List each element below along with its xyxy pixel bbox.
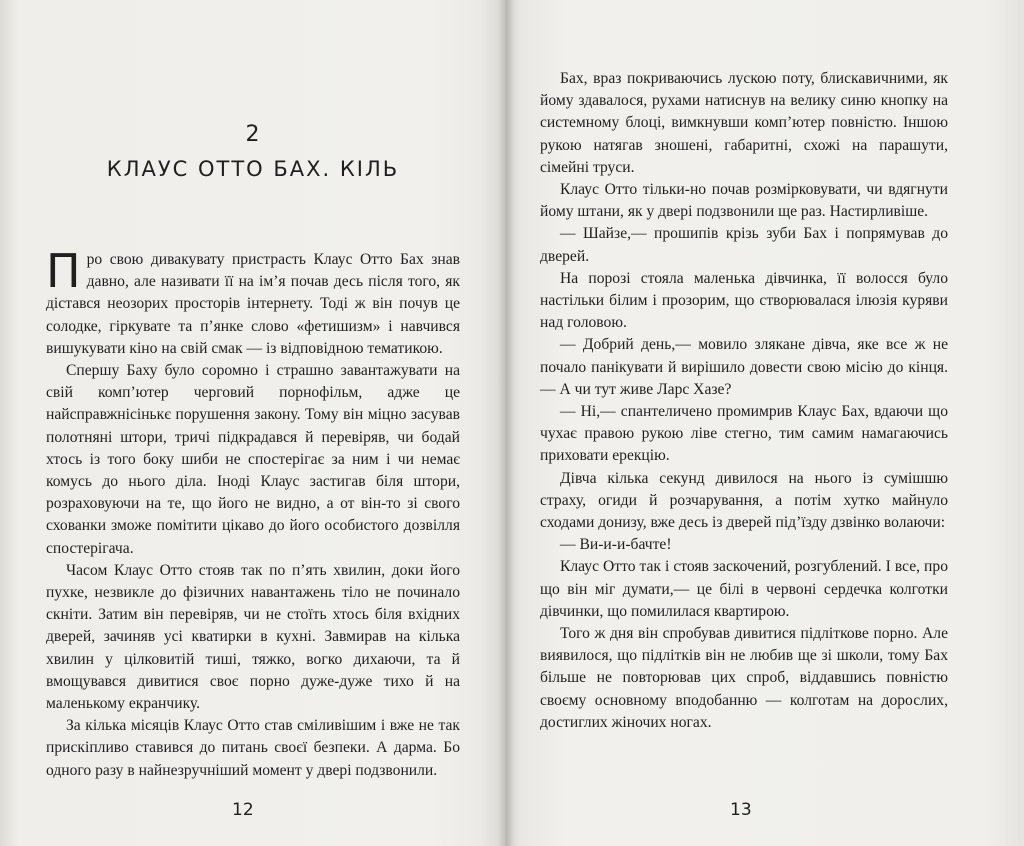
paragraph: Часом Клаус Отто стояв так по п’ять хвилин, доки його пухке, незвикле до фізичних навантажень тіло не починало скніти. Затим він перевіряв, чи не стоїть хтось біля вхідних дверей, зачиняв усі кватирки в кухні. Завмирав на кілька хвилин у цілковитій тиші, тяжко, вогко дихаючи, та й вмощувався дивитися своє порно дуже-дуже тихо й на маленькому екранчику. <box>46 561 460 713</box>
left-page <box>0 0 506 846</box>
book-spine-shadow <box>498 0 514 846</box>
paragraph: — Шайзе,— прошипів крізь зуби Бах і попрямував до дверей. <box>540 225 948 265</box>
chapter-number: 2 <box>245 122 261 147</box>
paragraph: Того ж дня він спробував дивитися підліткове порно. Але виявилося, що підлітків він не любив ще зі школи, тому Бах більше не повторював цих спроб, віддавшись повністю своєму основному вподобанню — колготам на дорослих, достиглих жіночих ногах. <box>540 625 948 731</box>
paragraph: Спершу Баху було соромно і страшно завантажувати на свій комп’ютер черговий порнофільм, адже це найсправжнісінькє порушення закону. Тому він міцно засував полотняні штори, тричі підкрадався й перевіряв, чи бодай хтось із того боку шиби не спостерігає за ним і чи немає комусь до нього діла. Іноді Клаус застигав біля штори, розраховуючи на те, що його не видно, а от він-то зі свого схованки зможе помітити цікаво до його особистого дозвілля спостерігача. <box>46 362 460 557</box>
page-number: 13 <box>730 800 752 820</box>
paragraph: Клаус Отто тільки-но почав розмірковувати, чи вдягнути йому штани, як у двері подзвонили ще раз. Настирливіше. <box>540 181 948 221</box>
paragraph: Бах, враз покриваючись лускою поту, блискавичними, як йому здавалося, рухами натиснув на велику синю кнопку на системному блоці, вимкнувши комп’ютер повністю. Іншою рукою натягав зношені, габаритні, схожі на парашути, сімейні труси. <box>540 70 948 176</box>
chapter-title: КЛАУС ОТТО БАХ. КІЛЬ <box>106 157 400 181</box>
page-number: 12 <box>232 800 254 820</box>
right-page-body <box>540 68 948 734</box>
drop-cap: П <box>46 244 81 298</box>
paragraph-text: ро свою дивакувату пристрасть Клаус Отто Бах знав давно, але називати її на ім’я почав десь після того, як дістався неозорих просторів інтернету. Тоді ж він почув це солодке, гіркувате та п’янке слово «фетишизм» і навчився вишукувати кіно на свій смак — із відповідною тематикою. <box>46 251 460 357</box>
paragraph: Клаус Отто так і стояв заскочений, розгублений. І все, про що він міг думати,— це білі в червоні сердечка колготки дівчинки, що помилилася квартирою. <box>540 558 948 620</box>
paragraph: — Ви-и-и-бачте! <box>560 536 672 554</box>
left-page-body <box>46 244 460 782</box>
paragraph: На порозі стояла маленька дівчинка, її волосся було настільки білим і прозорим, що створювалася ілюзія куряви над головою. <box>540 269 948 332</box>
paragraph: Дівча кілька секунд дивилося на нього із сумішшю страху, огиди й розчарування, а потім хутко майнуло сходами донизу, вже десь із дверей під’їзду дзвінко волаючи: <box>540 469 948 532</box>
paragraph: — Добрий день,— мовило злякане дівча, яке все ж не почало панікувати й вирішило довести свою місію до кінця.— А чи тут живе Ларс Хазе? <box>540 336 948 398</box>
paragraph: — Ні,— спантеличено промимрив Клаус Бах, вдаючи що чухає правою рукою ліве стегно, тим самим намагаючись приховати ерекцію. <box>540 403 948 465</box>
paragraph: За кілька місяців Клаус Отто став сміливішим і вже не так прискіпливо ставився до питань своєї безпеки. А дарма. Бо одного разу в найнезручніший момент у двері подзвонили. <box>46 717 460 779</box>
paragraph <box>46 244 460 360</box>
